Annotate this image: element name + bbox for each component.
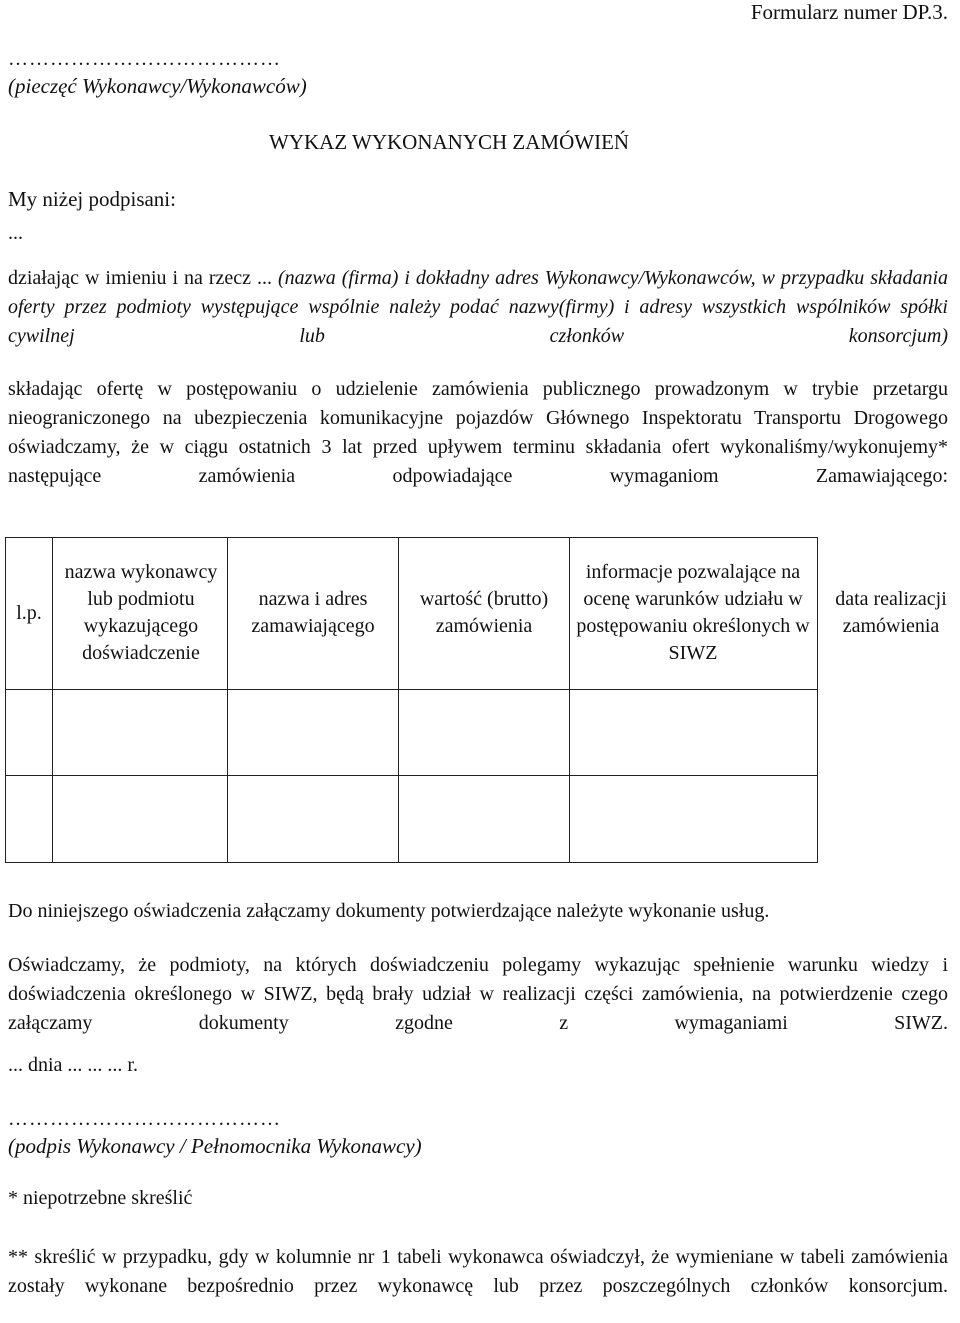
signature-label: (podpis Wykonawcy / Pełnomocnika Wykonawcy) (8, 1134, 422, 1158)
table-row-divider (5, 775, 818, 776)
submitting-paragraph: składając ofertę w postępowaniu o udzielenie zamówienia publicznego prowadzonym w trybie przetargu nieograniczonego na ubezpieczenia komunikacyjne pojazdów Głównego Inspektoratu Transportu Drogowego oświadczamy, że w ciągu ostatnich 3 lat przed upływem terminu składania ofert wykonaliśmy/wykonujemy* następujące zamówienia odpowiadające wymaganiom Zamawiającego: (8, 378, 948, 487)
table-col-border (52, 537, 53, 863)
attached-documents-statement: Do niniejszego oświadczenia załączamy dokumenty potwierdzające należyte wykonanie usług. (8, 900, 770, 922)
header-gross-value: wartość (brutto) zamówienia (419, 588, 549, 637)
table-col-border (569, 537, 570, 863)
header-client-name-address: nazwa i adres zamawiającego (251, 588, 375, 637)
footnote-2: ** skreślić w przypadku, gdy w kolumnie nr 1 tabeli wykonawca oświadczył, że wymieniane w tabeli zamówienia zostały wykonane bezpośrednio przez wykonawcę lub przez poszczególnych członków konsorcjum. (8, 1246, 948, 1297)
form-number: Formularz numer DP.3. (750, 0, 948, 24)
footnote-1: * niepotrzebne skreślić (8, 1187, 193, 1209)
signer-dots: ... (8, 222, 23, 244)
page-title: WYKAZ WYKONANYCH ZAMÓWIEŃ (269, 130, 630, 154)
header-lp: l.p. (16, 601, 42, 624)
table-col-border (227, 537, 228, 863)
orders-table (5, 537, 947, 863)
stamp-label: (pieczęć Wykonawcy/Wykonawców) (8, 74, 307, 98)
declaration-paragraph: Oświadczamy, że podmioty, na których doświadczeniu polegamy wykazując spełnienie warunku wiedzy i doświadczenia określonego w SIWZ, będą brały udział w realizacji części zamówienia, na potwierdzenie czego załączamy dokumenty zgodne z wymaganiami SIWZ. (8, 954, 948, 1034)
acting-italic-note: (nazwa (firma) i dokładny adres Wykonawcy/Wykonawców, w przypadku składania oferty przez podmioty występujące wspólnie należy podać nazwy(firmy) i adresy wszystkich wspólników spółki cywilnej lub członków konsorcjum) (8, 267, 949, 347)
table-header-divider (5, 689, 818, 690)
signature-dotted-line: ………………………………… (8, 1108, 281, 1130)
date-line: ... dnia ... ... ... r. (8, 1054, 138, 1076)
table-col-border (398, 537, 399, 863)
acting-on-behalf-paragraph (8, 264, 948, 351)
header-contractor-name: nazwa wykonawcy lub podmiotu wykazującego doświadczenie (64, 561, 218, 664)
header-qualification-info: informacje pozwalające na ocenę warunków udziału w postępowaniu określonych w SIWZ (576, 561, 810, 664)
acting-prefix: działając w imieniu i na rzecz ... (8, 267, 278, 289)
signed-label: My niżej podpisani: (8, 187, 176, 211)
header-completion-date: data realizacji zamówienia (835, 588, 947, 637)
stamp-dotted-line: ………………………………… (8, 48, 281, 70)
table-col-border (817, 537, 818, 863)
table-bottom-border (5, 862, 818, 863)
